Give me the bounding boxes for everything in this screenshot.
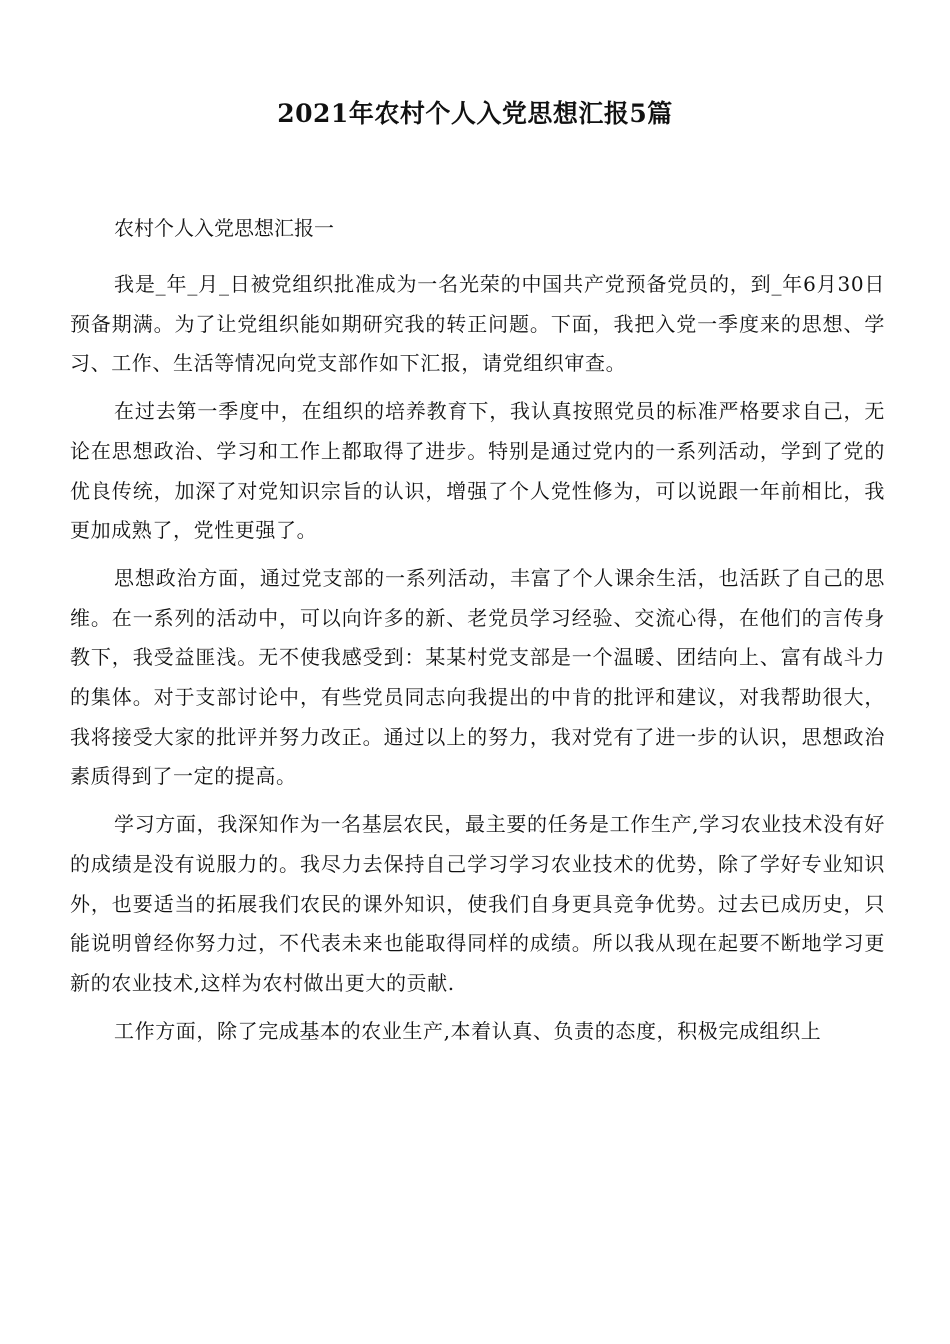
paragraph: 思想政治方面，通过党支部的一系列活动，丰富了个人课余生活，也活跃了自己的思维。在一系列的活动中，可以向许多的新、老党员学习经验、交流心得，在他们的言传身教下，我受益匪浅。无不使我感受到：某某村党支部是一个温暖、团结向上、富有战斗力的集体。对于支部讨论中，有些党员同志向我提出的中肯的批评和建议，对我帮助很大，我将接受大家的批评并努力改正。通过以上的努力，我对党有了进一步的认识，思想政治素质得到了一定的提高。 (70, 565, 885, 789)
paragraph: 工作方面，除了完成基本的农业生产,本着认真、负责的态度，积极完成组织上 (114, 1018, 822, 1043)
paragraph: 在过去第一季度中，在组织的培养教育下，我认真按照党员的标准严格要求自己，无论在思想政治、学习和工作上都取得了进步。特别是通过党内的一系列活动，学到了党的优良传统，加深了对党知识宗旨的认识，增强了个人党性修为，可以说跟一年前相比，我更加成熟了，党性更强了。 (70, 399, 885, 543)
paragraph: 学习方面，我深知作为一名基层农民，最主要的任务是工作生产,学习农业技术没有好的成绩是没有说服力的。我尽力去保持自己学习学习农业技术的优势，除了学好专业知识外，也要适当的拓展我们农民的课外知识，使我们自身更具竞争优势。过去已成历史，只能说明曾经你努力过，不代表未来也能取得同样的成绩。所以我从现在起要不断地学习更新的农业技术,这样为农村做出更大的贡献. (70, 812, 885, 995)
section-heading: 农村个人入党思想汇报一 (114, 216, 334, 240)
document-body (70, 265, 885, 1059)
document-title: 2021年农村个人入党思想汇报5篇 (277, 99, 673, 128)
paragraph: 我是_年_月_日被党组织批准成为一名光荣的中国共产党预备党员的，到_年6月30日预备期满。为了让党组织能如期研究我的转正问题。下面，我把入党一季度来的思想、学习、工作、生活等情况向党支部作如下汇报，请党组织审查。 (70, 272, 885, 376)
